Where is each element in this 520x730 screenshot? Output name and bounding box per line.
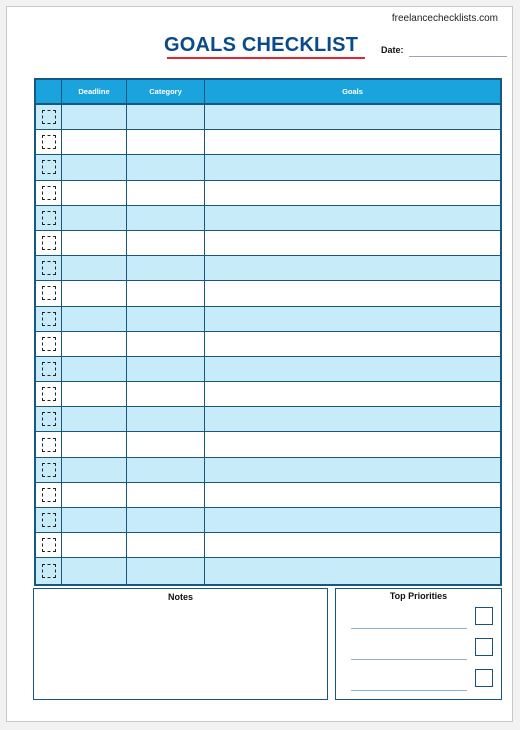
checkbox-cell[interactable]: [36, 382, 62, 406]
checkbox[interactable]: [42, 337, 56, 351]
goal-cell[interactable]: [205, 458, 500, 482]
checkbox[interactable]: [42, 261, 56, 275]
checkbox-cell[interactable]: [36, 256, 62, 280]
table-row: [36, 483, 500, 508]
notes-title: Notes: [167, 592, 193, 602]
checkbox[interactable]: [42, 236, 56, 250]
category-cell[interactable]: [127, 407, 205, 431]
table-row: [36, 332, 500, 357]
goal-cell[interactable]: [205, 483, 500, 507]
table-row: [36, 407, 500, 432]
checkbox-cell[interactable]: [36, 357, 62, 381]
goal-cell[interactable]: [205, 155, 500, 179]
column-header-category: Category: [127, 80, 205, 103]
priority-checkbox[interactable]: [475, 669, 493, 687]
category-cell[interactable]: [127, 533, 205, 557]
table-row: [36, 357, 500, 382]
category-cell[interactable]: [127, 432, 205, 456]
table-header: [36, 80, 500, 105]
category-cell[interactable]: [127, 483, 205, 507]
priority-line[interactable]: [351, 659, 467, 660]
category-cell[interactable]: [127, 332, 205, 356]
goal-cell[interactable]: [205, 382, 500, 406]
goal-cell[interactable]: [205, 508, 500, 532]
deadline-cell[interactable]: [62, 407, 127, 431]
goal-cell[interactable]: [205, 407, 500, 431]
deadline-cell[interactable]: [62, 432, 127, 456]
goal-cell[interactable]: [205, 558, 500, 583]
goal-cell[interactable]: [205, 281, 500, 305]
date-label: Date:: [381, 45, 404, 55]
checkbox-cell[interactable]: [36, 281, 62, 305]
category-cell[interactable]: [127, 155, 205, 179]
website-url: freelancechecklists.com: [391, 13, 498, 24]
checkbox[interactable]: [42, 463, 56, 477]
column-header-deadline: Deadline: [62, 80, 127, 103]
checkbox-cell[interactable]: [36, 558, 62, 583]
checkbox[interactable]: [42, 286, 56, 300]
category-cell[interactable]: [127, 558, 205, 583]
checkbox[interactable]: [42, 412, 56, 426]
checkbox[interactable]: [42, 538, 56, 552]
table-row: [36, 558, 500, 583]
checklist-page: [6, 6, 513, 722]
checkbox-cell[interactable]: [36, 508, 62, 532]
deadline-cell[interactable]: [62, 307, 127, 331]
deadline-cell[interactable]: [62, 206, 127, 230]
checkbox-cell[interactable]: [36, 307, 62, 331]
deadline-cell[interactable]: [62, 558, 127, 583]
checkbox-cell[interactable]: [36, 181, 62, 205]
deadline-cell[interactable]: [62, 332, 127, 356]
priority-checkbox[interactable]: [475, 638, 493, 656]
deadline-cell[interactable]: [62, 458, 127, 482]
checkbox[interactable]: [42, 438, 56, 452]
priority-line[interactable]: [351, 690, 467, 691]
checkbox[interactable]: [42, 488, 56, 502]
deadline-cell[interactable]: [62, 231, 127, 255]
deadline-cell[interactable]: [62, 105, 127, 129]
goal-cell[interactable]: [205, 357, 500, 381]
checkbox[interactable]: [42, 513, 56, 527]
checkbox[interactable]: [42, 135, 56, 149]
notes-box[interactable]: [33, 588, 328, 700]
deadline-cell[interactable]: [62, 533, 127, 557]
checkbox-cell[interactable]: [36, 432, 62, 456]
column-header-check: [36, 80, 62, 103]
checkbox[interactable]: [42, 110, 56, 124]
goal-cell[interactable]: [205, 533, 500, 557]
deadline-cell[interactable]: [62, 130, 127, 154]
table-row: [36, 206, 500, 231]
table-row: [36, 105, 500, 130]
table-row: [36, 307, 500, 332]
category-cell[interactable]: [127, 307, 205, 331]
table-row: [36, 533, 500, 558]
priority-line[interactable]: [351, 628, 467, 629]
table-row: [36, 432, 500, 457]
category-cell[interactable]: [127, 256, 205, 280]
checkbox-cell[interactable]: [36, 130, 62, 154]
deadline-cell[interactable]: [62, 181, 127, 205]
checkbox[interactable]: [42, 564, 56, 578]
checkbox[interactable]: [42, 362, 56, 376]
table-row: [36, 256, 500, 281]
checkbox-cell[interactable]: [36, 533, 62, 557]
checkbox[interactable]: [42, 186, 56, 200]
deadline-cell[interactable]: [62, 281, 127, 305]
page-title: GOALS CHECKLIST: [164, 34, 359, 56]
deadline-cell[interactable]: [62, 483, 127, 507]
checkbox[interactable]: [42, 387, 56, 401]
deadline-cell[interactable]: [62, 508, 127, 532]
top-priorities-title: Top Priorities: [389, 591, 448, 601]
goal-cell[interactable]: [205, 256, 500, 280]
goals-table: [34, 78, 502, 586]
goal-cell[interactable]: [205, 231, 500, 255]
goal-cell[interactable]: [205, 130, 500, 154]
table-row: [36, 458, 500, 483]
category-cell[interactable]: [127, 231, 205, 255]
category-cell[interactable]: [127, 508, 205, 532]
checkbox-cell[interactable]: [36, 483, 62, 507]
checkbox-cell[interactable]: [36, 407, 62, 431]
goal-cell[interactable]: [205, 181, 500, 205]
title-underline: [167, 57, 365, 59]
date-field[interactable]: [409, 56, 507, 57]
goal-cell[interactable]: [205, 432, 500, 456]
category-cell[interactable]: [127, 181, 205, 205]
category-cell[interactable]: [127, 281, 205, 305]
column-header-goals: Goals: [342, 87, 363, 96]
checkbox-cell[interactable]: [36, 332, 62, 356]
table-row: [36, 155, 500, 180]
category-cell[interactable]: [127, 458, 205, 482]
checkbox-cell[interactable]: [36, 206, 62, 230]
category-cell[interactable]: [127, 206, 205, 230]
category-cell[interactable]: [127, 105, 205, 129]
deadline-cell[interactable]: [62, 357, 127, 381]
table-row: [36, 281, 500, 306]
priority-checkbox[interactable]: [475, 607, 493, 625]
checkbox[interactable]: [42, 160, 56, 174]
category-cell[interactable]: [127, 130, 205, 154]
checkbox-cell[interactable]: [36, 231, 62, 255]
checkbox[interactable]: [42, 211, 56, 225]
table-row: [36, 382, 500, 407]
table-row: [36, 231, 500, 256]
checkbox[interactable]: [42, 312, 56, 326]
deadline-cell[interactable]: [62, 382, 127, 406]
table-row: [36, 130, 500, 155]
table-row: [36, 508, 500, 533]
deadline-cell[interactable]: [62, 155, 127, 179]
table-row: [36, 181, 500, 206]
category-cell[interactable]: [127, 357, 205, 381]
table-body: [36, 105, 500, 584]
goal-cell[interactable]: [205, 307, 500, 331]
deadline-cell[interactable]: [62, 256, 127, 280]
category-cell[interactable]: [127, 382, 205, 406]
checkbox-cell[interactable]: [36, 458, 62, 482]
top-priorities-box: [335, 588, 502, 700]
goal-cell[interactable]: [205, 332, 500, 356]
goal-cell[interactable]: [205, 105, 500, 129]
goal-cell[interactable]: [205, 206, 500, 230]
checkbox-cell[interactable]: [36, 105, 62, 129]
checkbox-cell[interactable]: [36, 155, 62, 179]
